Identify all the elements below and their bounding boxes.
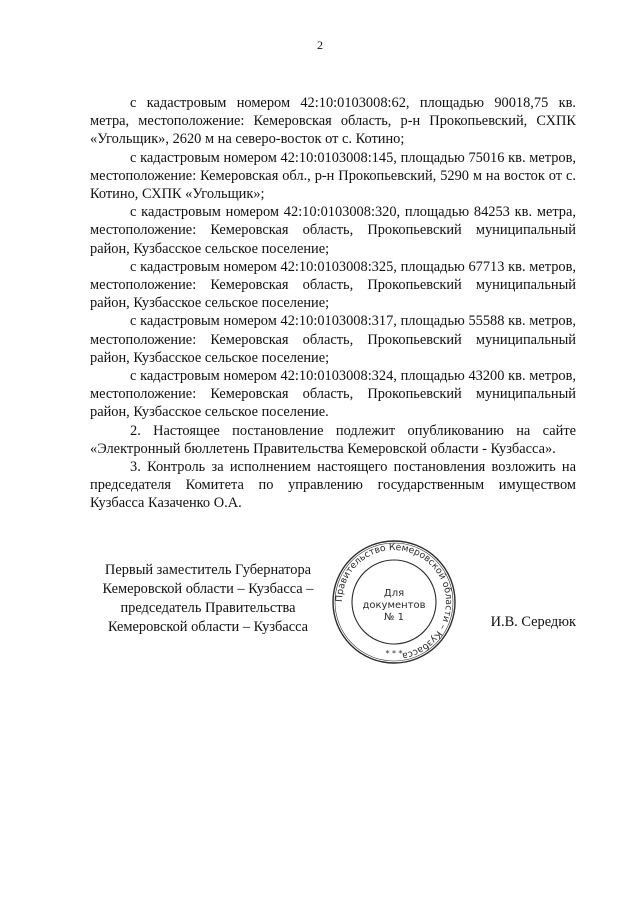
- stamp-inner-line-3: № 1: [384, 612, 404, 623]
- official-stamp: [330, 538, 458, 666]
- stamp-inner-line-2: документов: [362, 600, 426, 611]
- signatory-title: [90, 561, 326, 637]
- signatory-name: И.В. Середюк: [490, 614, 576, 630]
- paragraph-parcel-317: с кадастровым номером 42:10:0103008:317, площадью 55588 кв. метров, местоположение: Кемеровская область, Прокопьевский муниципальный район, Кузбасское сельское поселение;: [90, 313, 576, 366]
- paragraph-control: 3. Контроль за исполнением настоящего постановления возложить на председателя Комитета по управлению государственным имуществом Кузбасса Казаченко О.А.: [90, 459, 576, 512]
- stamp-outer-text-path: Правительство Кемеровской области – Кузбасса: [333, 541, 455, 662]
- signatory-title-line: Кемеровской области – Кузбасса: [107, 619, 309, 635]
- signatory-title-line: Кемеровской области – Кузбасса –: [102, 581, 314, 597]
- paragraph-publication: 2. Настоящее постановление подлежит опубликованию на сайте «Электронный бюллетень Правительства Кемеровской области - Кузбасса».: [90, 422, 576, 457]
- paragraph-parcel-62: с кадастровым номером 42:10:0103008:62, площадью 90018,75 кв. метра, местоположение: Кемеровская область, р-н Прокопьевский, СХПК «Угольщик», 2620 м на северо-восток от с. Котино;: [90, 95, 576, 148]
- stamp-inner-line-1: Для: [383, 588, 405, 599]
- signatory-title-line: председатель Правительства: [120, 600, 296, 616]
- paragraph-parcel-324: с кадастровым номером 42:10:0103008:324, площадью 43200 кв. метров, местоположение: Кемеровская область, Прокопьевский муниципальный район, Кузбасское сельское поселение.: [90, 368, 576, 421]
- document-body: [90, 94, 576, 513]
- paragraph-parcel-145: с кадастровым номером 42:10:0103008:145, площадью 75016 кв. метров, местоположение: Кемеровская обл., р-н Прокопьевский, 5290 м на восток от с. Котино, СХПК «Угольщик»;: [90, 149, 576, 203]
- paragraph-parcel-325: с кадастровым номером 42:10:0103008:325, площадью 67713 кв. метров, местоположение: Кемеровская область, Прокопьевский муниципальный район, Кузбасское сельское поселение;: [90, 258, 576, 312]
- stamp-stars: * * *: [385, 649, 403, 658]
- signatory-title-line: Первый заместитель Губернатора: [104, 562, 312, 578]
- page-number: 2: [317, 38, 323, 52]
- paragraph-parcel-320: с кадастровым номером 42:10:0103008:320, площадью 84253 кв. метра, местоположение: Кемеровская область, Прокопьевский муниципальный район, Кузбасское сельское поселение;: [90, 204, 576, 257]
